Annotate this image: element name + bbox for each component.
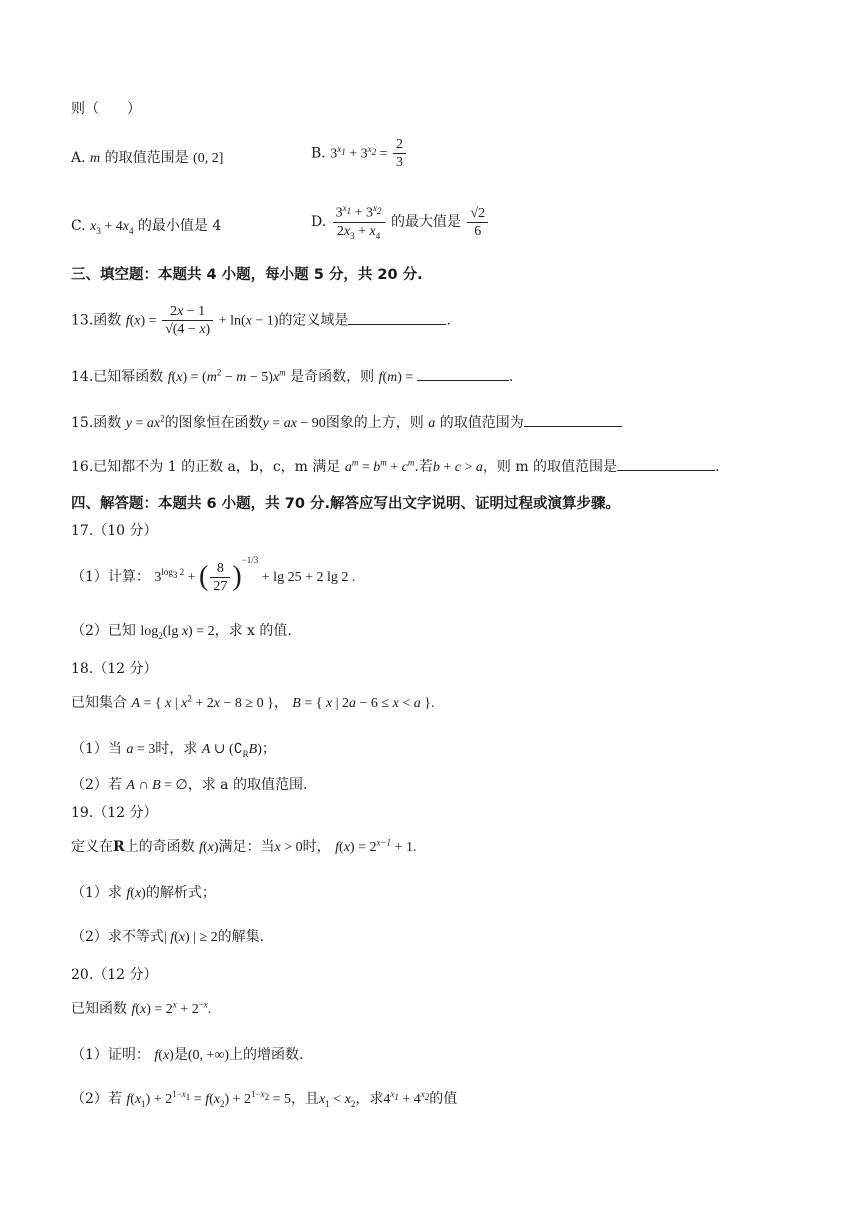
q20-stem: 已知函数 $f(x) = 2^x + 2^{-x}$.	[71, 999, 212, 1017]
q20-head: 20.（12 分）	[71, 967, 158, 983]
section4-title: 四、解答题：本题共 6 小题，共 70 分.解答应写出文字说明、证明过程或演算步骤。	[71, 496, 620, 512]
option-d: D. $\frac{3^{x_1} + 3^{x_2}}{2x_3 + x_4}$ 的最大值是 $\frac{√2}{6}$	[311, 200, 490, 244]
q18-part2: （2）若 A ∩ B = ∅，求 a 的取值范围.	[71, 777, 308, 793]
q13-answer-blank[interactable]	[348, 310, 446, 325]
q19-head: 19.（12 分）	[71, 805, 158, 821]
q14-answer-blank[interactable]	[417, 366, 509, 381]
option-b: B. $3^{x_1} + 3^{x_2}$ = $\frac{2}{3}$	[311, 136, 408, 171]
q15: 15.函数 $y = ax^2$的图象恒在函数y = ax − 90图象的上方，则 a 的取值范围为	[71, 412, 622, 432]
q18-part1: （1）当 a = 3时，求 A ∪ $(∁_RB)$；	[71, 741, 276, 759]
q16: 16.已知都不为 1 的正数 a，b，c，m 满足 $a^m = b^m + c^m$.若b + c > a，则 m 的取值范围是 .	[71, 457, 720, 475]
q17-part1: （1）计算： $3^{log_3 2}$ + ( $\frac{8}{27}$ )$^{-1/3}$ + lg 25 + 2 lg 2 .	[71, 555, 356, 594]
section3-title: 三、填空题：本题共 4 小题，每小题 5 分，共 20 分.	[71, 267, 423, 283]
q20-part1: （1）证明： f(x)是(0, +∞)上的增函数.	[71, 1047, 304, 1063]
q14: 14.已知幂函数 $f(x) = (m^2 - m - 5)x^m$ 是奇函数，则 f(m) = .	[71, 367, 514, 385]
q16-answer-blank[interactable]	[617, 456, 715, 471]
q18-head: 18.（12 分）	[71, 661, 158, 677]
q17-part2: （2）已知 $\log_2(\lg$ x) = 2，求 x 的值.	[71, 623, 292, 641]
option-c: C. $x_3 + 4x_4$ 的最小值是 4	[71, 218, 222, 236]
question-intro: 则（ ）	[71, 101, 141, 117]
option-a: A. m 的取值范围是 (0, 2]	[71, 150, 224, 166]
q19-part2: （2）求不等式| f(x) | ≥ 2的解集.	[71, 929, 265, 945]
q20-part2: （2）若 $f(x_1) + 2^{1-x_1} = f(x_2) + 2^{1-x_2} = 5$，且$x_1 < x_2$，求$4^{x_1} + 4^{x_2}$的值	[71, 1089, 458, 1109]
q15-answer-blank[interactable]	[524, 412, 622, 427]
q19-part1: （1）求 f(x)的解析式；	[71, 885, 216, 901]
q18-stem: 已知集合 A = { x | $x^2 + 2x - 8 \ge 0$ }， B = { x | 2a − 6 ≤ x < a }.	[71, 693, 435, 711]
q19-stem: 定义在R上的奇函数 f(x)满足：当x > 0时， $f(x) = 2^{x-1} + 1$.	[71, 837, 417, 855]
q17-head: 17.（10 分）	[71, 523, 158, 539]
q13: 13.函数 f(x) = $\frac{2x - 1}{√(4 - x)}$ + ln(x − 1)的定义域是 .	[71, 304, 451, 337]
